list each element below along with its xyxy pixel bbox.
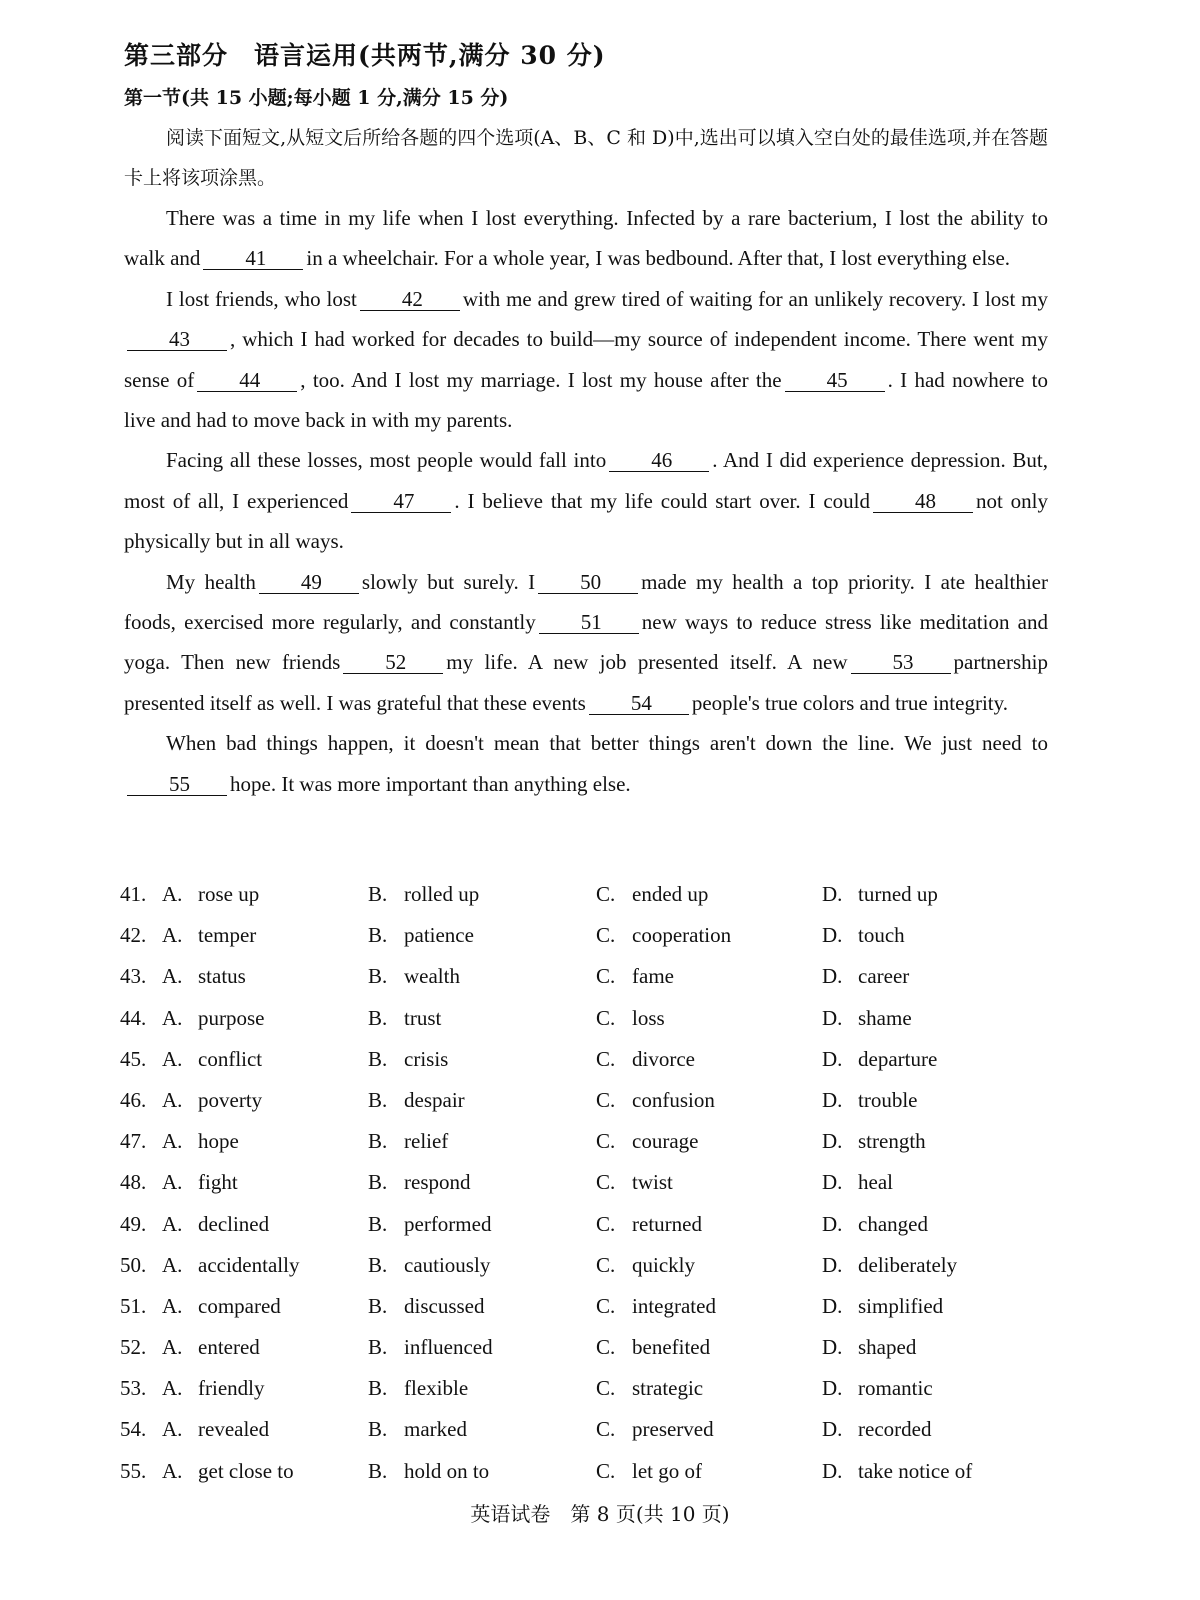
option-a xyxy=(162,1253,299,1278)
option-letter: B. xyxy=(368,1087,388,1112)
passage-text: hope. It was more important than anything else. xyxy=(230,771,631,796)
option-text: confusion xyxy=(632,1087,715,1112)
option-letter: A. xyxy=(162,1129,183,1154)
option-b xyxy=(368,923,474,948)
option-text: shame xyxy=(858,1005,912,1030)
option-text: career xyxy=(858,964,910,989)
passage-text: in a wheelchair. For a whole year, I was bedbound. After that, I lost everything else. xyxy=(306,246,1011,271)
option-text: courage xyxy=(632,1129,699,1154)
option-text: let go of xyxy=(632,1458,702,1483)
option-letter: C. xyxy=(596,1129,616,1154)
option-text: get close to xyxy=(198,1458,294,1483)
option-letter: A. xyxy=(162,1335,183,1360)
option-text: performed xyxy=(404,1211,492,1236)
option-c xyxy=(596,1459,702,1484)
question-row xyxy=(120,1368,1080,1409)
option-text: friendly xyxy=(198,1376,265,1401)
question-number: 49. xyxy=(120,1211,147,1236)
option-letter: A. xyxy=(162,923,183,948)
option-b xyxy=(368,1294,485,1319)
option-letter: D. xyxy=(822,882,843,906)
option-letter: B. xyxy=(368,923,388,948)
option-letter: C. xyxy=(596,1087,616,1112)
option-letter: B. xyxy=(368,1005,388,1030)
passage-text: , too. And I lost my marriage. I lost my house after the xyxy=(300,367,782,392)
option-text: twist xyxy=(632,1170,673,1195)
option-letter: D. xyxy=(822,1211,843,1236)
question-row xyxy=(120,915,1080,956)
blank-45: 45 xyxy=(785,369,885,392)
option-a xyxy=(162,1088,262,1113)
option-letter: D. xyxy=(822,1458,843,1483)
option-text: shaped xyxy=(858,1335,917,1360)
option-d xyxy=(822,1376,933,1401)
option-a xyxy=(162,1129,239,1154)
question-row xyxy=(120,998,1080,1039)
option-b xyxy=(368,1129,448,1154)
option-b xyxy=(368,964,460,989)
option-text: cautiously xyxy=(404,1252,491,1277)
passage-text: . I believe that my life could start over. I could xyxy=(454,488,870,513)
option-letter: B. xyxy=(368,1335,388,1360)
option-text: deliberately xyxy=(858,1252,958,1277)
question-row xyxy=(120,1204,1080,1245)
option-text: preserved xyxy=(632,1417,714,1442)
option-letter: D. xyxy=(822,1376,843,1401)
option-d xyxy=(822,1006,912,1031)
option-letter: A. xyxy=(162,1293,183,1318)
option-letter: C. xyxy=(596,1417,616,1442)
question-number: 54. xyxy=(120,1417,147,1442)
option-letter: A. xyxy=(162,1170,183,1195)
option-letter: A. xyxy=(162,1376,183,1401)
option-c xyxy=(596,1129,698,1154)
question-number: 45. xyxy=(120,1046,147,1071)
question-row xyxy=(120,1162,1080,1203)
question-number: 44. xyxy=(120,1005,147,1030)
option-text: trouble xyxy=(858,1087,918,1112)
question-number: 43. xyxy=(120,964,147,989)
option-letter: C. xyxy=(596,1335,616,1360)
option-d xyxy=(822,1335,916,1360)
option-b xyxy=(368,1170,471,1195)
option-letter: C. xyxy=(596,1293,616,1318)
option-text: rolled up xyxy=(404,882,480,906)
option-letter: A. xyxy=(162,964,183,989)
option-text: fight xyxy=(198,1170,238,1195)
option-d xyxy=(822,1294,943,1319)
option-letter: A. xyxy=(162,1252,183,1277)
option-letter: D. xyxy=(822,1129,843,1154)
instructions: 阅读下面短文,从短文后所给各题的四个选项(A、B、C 和 D)中,选出可以填入空白处的最佳选项,并在答题卡上将该项涂黑。 xyxy=(124,127,1048,189)
option-letter: C. xyxy=(596,1046,616,1071)
option-text: rose up xyxy=(198,882,260,906)
option-text: declined xyxy=(198,1211,270,1236)
option-c xyxy=(596,1212,702,1237)
question-number: 41. xyxy=(120,882,147,906)
option-b xyxy=(368,882,479,907)
option-text: wealth xyxy=(404,964,460,989)
question-row xyxy=(120,1451,1080,1492)
option-letter: C. xyxy=(596,1005,616,1030)
option-d xyxy=(822,1253,957,1278)
option-text: flexible xyxy=(404,1376,469,1401)
option-c xyxy=(596,1088,715,1113)
passage-paragraph xyxy=(124,562,1048,724)
option-c xyxy=(596,964,674,989)
option-a xyxy=(162,1459,294,1484)
option-text: temper xyxy=(198,923,257,948)
option-letter: A. xyxy=(162,1046,183,1071)
option-d xyxy=(822,1088,917,1113)
question-row xyxy=(120,1245,1080,1286)
passage-text: made my health a top priority. I ate healthier foods, exercised more regularly, and constantly xyxy=(124,569,1048,635)
passage-text: partnership presented itself as well. I was grateful that these events xyxy=(124,650,1049,715)
option-a xyxy=(162,964,246,989)
option-b xyxy=(368,1212,491,1237)
passage-text: with me and grew tired of waiting for an unlikely recovery. I lost my xyxy=(462,286,1048,311)
option-text: quickly xyxy=(632,1252,695,1277)
option-c xyxy=(596,1376,703,1401)
blank-48: 48 xyxy=(873,490,973,513)
passage-text: My health xyxy=(166,569,256,594)
option-text: loss xyxy=(632,1005,665,1030)
passage-text: people's true colors and true integrity. xyxy=(691,690,1009,715)
option-letter: B. xyxy=(368,1417,388,1442)
question-row xyxy=(120,1409,1080,1450)
option-b xyxy=(368,1417,467,1442)
option-text: strategic xyxy=(632,1376,704,1401)
option-letter: C. xyxy=(596,1211,616,1236)
option-text: integrated xyxy=(632,1293,716,1318)
option-c xyxy=(596,1294,716,1319)
option-letter: D. xyxy=(822,1005,843,1030)
option-text: accidentally xyxy=(198,1252,300,1277)
question-row xyxy=(120,1286,1080,1327)
option-letter: B. xyxy=(368,1046,388,1071)
passage-text: I lost friends, who lost xyxy=(166,286,357,311)
passage-text: new ways to reduce stress like meditation and yoga. Then new friends xyxy=(124,610,1048,675)
passage-paragraph xyxy=(124,198,1048,279)
question-row xyxy=(120,956,1080,997)
option-letter: B. xyxy=(368,882,388,906)
option-text: turned up xyxy=(858,882,938,906)
passage-text: , which I had worked for decades to build—my source of independent income. There went my sense of xyxy=(124,327,1048,392)
option-c xyxy=(596,882,708,907)
option-text: entered xyxy=(198,1335,260,1360)
option-a xyxy=(162,1006,265,1031)
blank-42: 42 xyxy=(360,288,460,311)
answer-options xyxy=(120,874,1080,1492)
option-d xyxy=(822,1047,937,1072)
option-text: trust xyxy=(404,1005,442,1030)
question-row xyxy=(120,1327,1080,1368)
option-d xyxy=(822,882,938,907)
option-text: influenced xyxy=(404,1335,493,1360)
option-text: conflict xyxy=(198,1046,263,1071)
option-text: poverty xyxy=(198,1087,263,1112)
option-a xyxy=(162,1294,281,1319)
blank-44: 44 xyxy=(197,369,297,392)
subsection-title: 第一节(共 15 小题;每小题 1 分,满分 15 分) xyxy=(124,87,509,109)
question-number: 42. xyxy=(120,923,147,948)
question-number: 50. xyxy=(120,1252,147,1277)
option-d xyxy=(822,923,905,948)
option-text: cooperation xyxy=(632,923,732,948)
option-a xyxy=(162,1047,262,1072)
option-letter: D. xyxy=(822,1417,843,1442)
passage-text: slowly but surely. I xyxy=(361,569,536,594)
option-a xyxy=(162,923,256,948)
option-letter: C. xyxy=(596,1458,616,1483)
option-letter: D. xyxy=(822,1252,843,1277)
passage-text: . And I did experience depression. But, most of all, I experienced xyxy=(124,448,1049,513)
option-c xyxy=(596,1047,695,1072)
option-letter: A. xyxy=(162,1458,183,1483)
option-b xyxy=(368,1253,490,1278)
option-d xyxy=(822,964,909,989)
question-row xyxy=(120,1121,1080,1162)
option-b xyxy=(368,1335,493,1360)
blank-43: 43 xyxy=(127,328,227,351)
option-letter: D. xyxy=(822,1170,843,1195)
option-letter: B. xyxy=(368,1170,388,1195)
option-text: changed xyxy=(858,1211,928,1236)
option-text: discussed xyxy=(404,1293,485,1318)
question-number: 53. xyxy=(120,1376,147,1401)
option-text: romantic xyxy=(858,1376,933,1401)
option-letter: B. xyxy=(368,1458,388,1483)
blank-49: 49 xyxy=(259,571,359,594)
option-letter: D. xyxy=(822,964,843,989)
option-letter: B. xyxy=(368,1376,388,1401)
option-text: purpose xyxy=(198,1005,265,1030)
option-a xyxy=(162,1212,269,1237)
question-number: 52. xyxy=(120,1335,147,1360)
option-c xyxy=(596,1006,665,1031)
option-text: fame xyxy=(632,964,674,989)
passage-paragraph xyxy=(124,279,1048,441)
option-letter: D. xyxy=(822,1046,843,1071)
passage-paragraph xyxy=(124,440,1048,561)
option-text: divorce xyxy=(632,1046,695,1071)
option-letter: C. xyxy=(596,1252,616,1277)
question-number: 46. xyxy=(120,1087,147,1112)
option-a xyxy=(162,882,259,907)
option-text: ended up xyxy=(632,882,709,906)
option-a xyxy=(162,1335,260,1360)
option-d xyxy=(822,1129,926,1154)
passage-text: not only physically but in all ways. xyxy=(124,488,1049,554)
option-text: hold on to xyxy=(404,1458,490,1483)
question-row xyxy=(120,874,1080,915)
question-row xyxy=(120,1080,1080,1121)
option-letter: B. xyxy=(368,964,388,989)
option-a xyxy=(162,1417,269,1442)
blank-50: 50 xyxy=(538,571,638,594)
option-d xyxy=(822,1170,893,1195)
option-b xyxy=(368,1459,489,1484)
option-c xyxy=(596,1253,695,1278)
option-text: benefited xyxy=(632,1335,711,1360)
option-text: take notice of xyxy=(858,1458,973,1483)
option-letter: C. xyxy=(596,964,616,989)
question-row xyxy=(120,1039,1080,1080)
option-text: patience xyxy=(404,923,474,948)
passage-text: When bad things happen, it doesn't mean that better things aren't down the line. We just need to xyxy=(166,731,1048,756)
option-letter: B. xyxy=(368,1293,388,1318)
option-letter: D. xyxy=(822,1087,843,1112)
option-letter: D. xyxy=(822,923,843,948)
page-footer: 英语试卷 第 8 页(共 10 页) xyxy=(470,1502,730,1526)
blank-51: 51 xyxy=(539,611,639,634)
option-d xyxy=(822,1417,931,1442)
option-letter: D. xyxy=(822,1293,843,1318)
option-letter: A. xyxy=(162,1417,183,1442)
option-letter: B. xyxy=(368,1252,388,1277)
option-text: hope xyxy=(198,1129,239,1154)
blank-55: 55 xyxy=(127,773,227,796)
option-text: despair xyxy=(404,1087,465,1112)
passage-text: Facing all these losses, most people would fall into xyxy=(166,448,607,473)
option-text: status xyxy=(198,964,246,989)
blank-53: 53 xyxy=(851,651,951,674)
option-b xyxy=(368,1006,441,1031)
blank-47: 47 xyxy=(351,490,451,513)
option-text: respond xyxy=(404,1170,471,1195)
option-d xyxy=(822,1459,972,1484)
question-number: 55. xyxy=(120,1458,147,1483)
option-b xyxy=(368,1376,468,1401)
option-letter: C. xyxy=(596,1376,616,1401)
question-number: 48. xyxy=(120,1170,147,1195)
option-text: relief xyxy=(404,1129,449,1154)
option-letter: C. xyxy=(596,1170,616,1195)
option-letter: A. xyxy=(162,1087,183,1112)
option-text: simplified xyxy=(858,1293,944,1318)
option-letter: C. xyxy=(596,882,616,906)
option-text: crisis xyxy=(404,1046,449,1071)
option-letter: B. xyxy=(368,1129,388,1154)
option-text: departure xyxy=(858,1046,938,1071)
option-letter: D. xyxy=(822,1335,843,1360)
blank-52: 52 xyxy=(343,651,443,674)
section-title: 第三部分 语言运用(共两节,满分 30 分) xyxy=(124,41,606,70)
option-d xyxy=(822,1212,928,1237)
option-text: recorded xyxy=(858,1417,932,1442)
cloze-passage xyxy=(124,198,1048,804)
option-a xyxy=(162,1170,238,1195)
blank-46: 46 xyxy=(609,449,709,472)
option-text: strength xyxy=(858,1129,926,1154)
option-text: revealed xyxy=(198,1417,270,1442)
option-text: compared xyxy=(198,1293,281,1318)
option-letter: A. xyxy=(162,882,183,906)
passage-paragraph xyxy=(124,723,1048,804)
passage-text: . I had nowhere to live and had to move back in with my parents. xyxy=(124,367,1049,433)
option-c xyxy=(596,1335,710,1360)
option-c xyxy=(596,1170,673,1195)
option-letter: A. xyxy=(162,1211,183,1236)
option-c xyxy=(596,923,731,948)
passage-text: There was a time in my life when I lost everything. Infected by a rare bacterium, I lost the ability to walk and xyxy=(124,206,1048,271)
option-c xyxy=(596,1417,714,1442)
option-letter: C. xyxy=(596,923,616,948)
option-text: touch xyxy=(858,923,905,948)
question-number: 47. xyxy=(120,1129,147,1154)
option-letter: A. xyxy=(162,1005,183,1030)
blank-54: 54 xyxy=(589,692,689,715)
blank-41: 41 xyxy=(203,247,303,270)
option-b xyxy=(368,1088,465,1113)
passage-text: my life. A new job presented itself. A new xyxy=(446,650,848,675)
option-a xyxy=(162,1376,264,1401)
option-letter: B. xyxy=(368,1211,388,1236)
option-b xyxy=(368,1047,448,1072)
option-text: returned xyxy=(632,1211,702,1236)
option-text: marked xyxy=(404,1417,467,1442)
question-number: 51. xyxy=(120,1293,147,1318)
option-text: heal xyxy=(858,1170,893,1195)
